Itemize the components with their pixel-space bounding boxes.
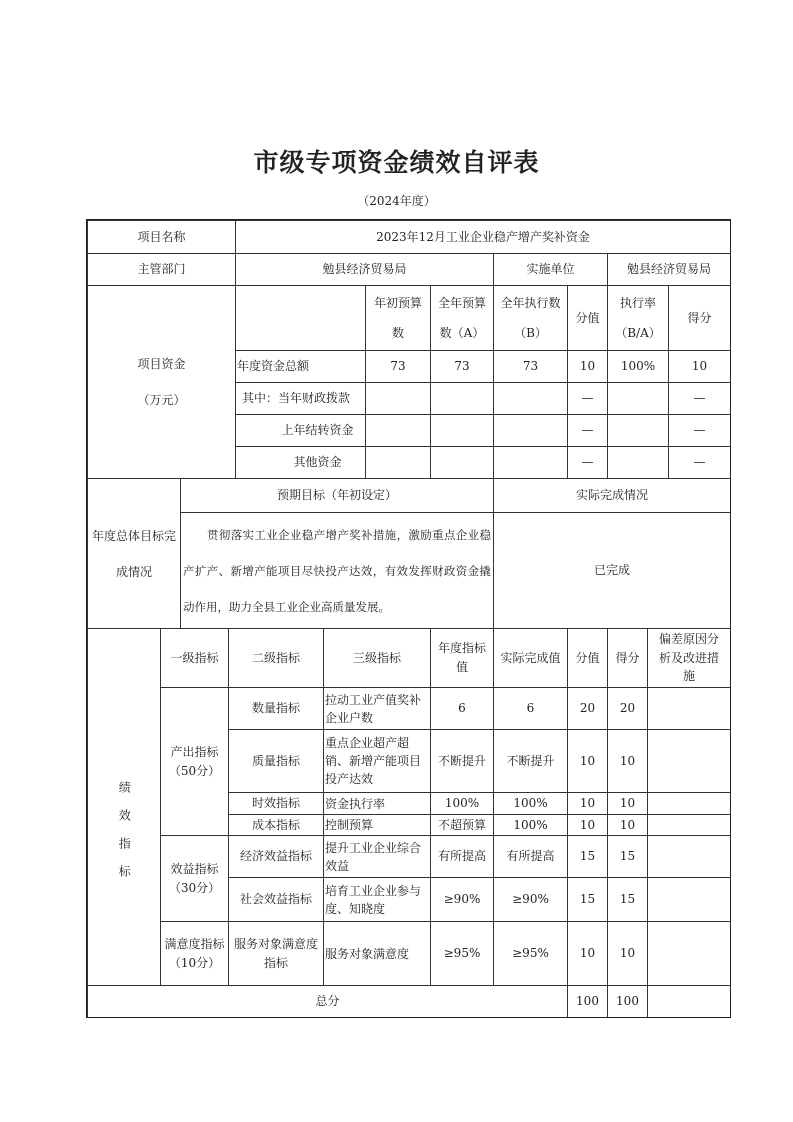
total-label: 总分 xyxy=(87,985,568,1018)
indicator-remark-cell xyxy=(647,687,731,730)
indicator-score-value-cell: 20 xyxy=(567,687,608,730)
indicator-remark-cell xyxy=(647,921,731,986)
impl-label: 实施单位 xyxy=(493,253,608,286)
indicator-target-cell: ≥95% xyxy=(430,921,494,986)
indicator-score-value-cell: 10 xyxy=(567,814,608,836)
indicator-remark-cell xyxy=(647,814,731,836)
dept-value: 勉县经济贸易局 xyxy=(235,253,494,286)
indicator-level2-cell: 数量指标 xyxy=(228,687,324,730)
indicator-score-value-cell: 10 xyxy=(567,792,608,815)
funds-score-value-cell: — xyxy=(567,382,608,415)
funds-header: 分值 xyxy=(567,285,608,351)
indicator-header: 偏差原因分析及改进措施 xyxy=(647,628,731,688)
funds-initial-cell xyxy=(365,446,431,479)
funds-initial-cell: 73 xyxy=(365,350,431,383)
funds-score-cell: — xyxy=(668,382,731,415)
indicator-target-cell: ≥90% xyxy=(430,877,494,922)
indicator-level2-cell: 社会效益指标 xyxy=(228,877,324,922)
total-score: 100 xyxy=(607,985,648,1018)
funds-score-cell: — xyxy=(668,414,731,447)
indicator-actual-cell: 不断提升 xyxy=(493,729,568,793)
funds-rate-cell xyxy=(607,446,669,479)
indicator-level2-cell: 经济效益指标 xyxy=(228,835,324,878)
indicator-level2-cell: 质量指标 xyxy=(228,729,324,793)
total-remark xyxy=(647,985,731,1018)
level1-satisfaction: 满意度指标（10分） xyxy=(160,921,229,986)
indicator-header: 三级指标 xyxy=(323,628,431,688)
dept-label: 主管部门 xyxy=(87,253,236,286)
indicator-header: 分值 xyxy=(567,628,608,688)
indicator-score-value-cell: 15 xyxy=(567,877,608,922)
indicator-level2-cell: 成本指标 xyxy=(228,814,324,836)
impl-value: 勉县经济贸易局 xyxy=(607,253,731,286)
funds-name-cell: 上年结转资金 xyxy=(235,414,366,447)
funds-rate-cell: 100% xyxy=(607,350,669,383)
funds-rate-cell xyxy=(607,382,669,415)
funds-header: 得分 xyxy=(668,285,731,351)
funds-header: 年初预算数 xyxy=(365,285,431,351)
indicator-actual-cell: ≥95% xyxy=(493,921,568,986)
project-name-label: 项目名称 xyxy=(87,220,236,254)
indicator-remark-cell xyxy=(647,792,731,815)
indicator-score-value-cell: 10 xyxy=(567,921,608,986)
page-subtitle: （2024年度） xyxy=(357,194,436,208)
indicator-score-cell: 10 xyxy=(607,792,648,815)
level1-output: 产出指标（50分） xyxy=(160,687,229,836)
indicator-level3-cell: 重点企业超产超销、新增产能项目投产达效 xyxy=(323,729,431,793)
indicator-actual-cell: 6 xyxy=(493,687,568,730)
indicator-level3-cell: 资金执行率 xyxy=(323,792,431,815)
funds-executed-cell xyxy=(493,446,568,479)
indicator-level2-cell: 服务对象满意度指标 xyxy=(228,921,324,986)
indicator-actual-cell: 有所提高 xyxy=(493,835,568,878)
funds-label-line: （万元） xyxy=(137,393,186,407)
funds-initial-cell xyxy=(365,414,431,447)
indicators-label: 绩效指标 xyxy=(87,628,161,986)
indicator-header: 二级指标 xyxy=(228,628,324,688)
goals-expected-header: 预期目标（年初设定） xyxy=(180,478,494,513)
indicator-header: 实际完成值 xyxy=(493,628,568,688)
indicator-score-cell: 15 xyxy=(607,835,648,878)
indicator-actual-cell: 100% xyxy=(493,792,568,815)
indicator-header: 一级指标 xyxy=(160,628,229,688)
indicator-header: 得分 xyxy=(607,628,648,688)
funds-score-cell: 10 xyxy=(668,350,731,383)
indicator-target-cell: 100% xyxy=(430,792,494,815)
indicator-target-cell: 6 xyxy=(430,687,494,730)
indicator-score-cell: 10 xyxy=(607,729,648,793)
indicator-level3-cell: 提升工业企业综合效益 xyxy=(323,835,431,878)
indicator-actual-cell: ≥90% xyxy=(493,877,568,922)
goals-expected-text: 贯彻落实工业企业稳产增产奖补措施，激励重点企业稳产扩产、新增产能项目尽快投产达效，有效发挥财政资金撬动作用，助力全县工业企业高质量发展。 xyxy=(180,512,494,629)
indicator-remark-cell xyxy=(647,835,731,878)
indicator-header: 年度指标值 xyxy=(430,628,494,688)
indicator-level3-cell: 控制预算 xyxy=(323,814,431,836)
funds-label xyxy=(87,285,236,479)
funds-name-cell: 其中：当年财政拨款 xyxy=(235,382,366,415)
indicator-target-cell: 不超预算 xyxy=(430,814,494,836)
indicator-level3-cell: 服务对象满意度 xyxy=(323,921,431,986)
funds-score-value-cell: — xyxy=(567,414,608,447)
indicator-remark-cell xyxy=(647,729,731,793)
level1-benefit: 效益指标（30分） xyxy=(160,835,229,922)
indicator-target-cell: 不断提升 xyxy=(430,729,494,793)
funds-name-cell: 其他资金 xyxy=(235,446,366,479)
indicator-score-cell: 10 xyxy=(607,921,648,986)
page-title: 市级专项资金绩效自评表 xyxy=(253,148,540,177)
indicator-actual-cell: 100% xyxy=(493,814,568,836)
funds-initial-cell xyxy=(365,382,431,415)
funds-score-value-cell: 10 xyxy=(567,350,608,383)
funds-header: 全年预算数（A） xyxy=(430,285,494,351)
indicator-score-cell: 10 xyxy=(607,814,648,836)
funds-annual-cell xyxy=(430,446,494,479)
funds-annual-cell xyxy=(430,382,494,415)
project-name-value: 2023年12月工业企业稳产增产奖补资金 xyxy=(235,220,731,254)
indicator-level3-cell: 培育工业企业参与度、知晓度 xyxy=(323,877,431,922)
indicator-score-value-cell: 10 xyxy=(567,729,608,793)
total-value: 100 xyxy=(567,985,608,1018)
indicator-score-cell: 20 xyxy=(607,687,648,730)
funds-executed-cell xyxy=(493,382,568,415)
funds-rate-cell xyxy=(607,414,669,447)
funds-score-value-cell: — xyxy=(567,446,608,479)
funds-executed-cell: 73 xyxy=(493,350,568,383)
funds-header: 全年执行数（B） xyxy=(493,285,568,351)
indicator-remark-cell xyxy=(647,877,731,922)
goals-label: 年度总体目标完成情况 xyxy=(87,478,181,629)
indicator-score-value-cell: 15 xyxy=(567,835,608,878)
goals-actual-header: 实际完成情况 xyxy=(493,478,731,513)
indicator-score-cell: 15 xyxy=(607,877,648,922)
indicator-level3-cell: 拉动工业产值奖补企业户数 xyxy=(323,687,431,730)
funds-annual-cell: 73 xyxy=(430,350,494,383)
funds-label-line: 项目资金 xyxy=(137,357,186,371)
goals-actual-text: 已完成 xyxy=(493,512,731,629)
funds-executed-cell xyxy=(493,414,568,447)
funds-annual-cell xyxy=(430,414,494,447)
funds-header: 执行率（B/A） xyxy=(607,285,669,351)
indicator-level2-cell: 时效指标 xyxy=(228,792,324,815)
funds-header-blank xyxy=(235,285,366,351)
funds-name-cell: 年度资金总额 xyxy=(235,350,366,383)
funds-score-cell: — xyxy=(668,446,731,479)
indicator-target-cell: 有所提高 xyxy=(430,835,494,878)
